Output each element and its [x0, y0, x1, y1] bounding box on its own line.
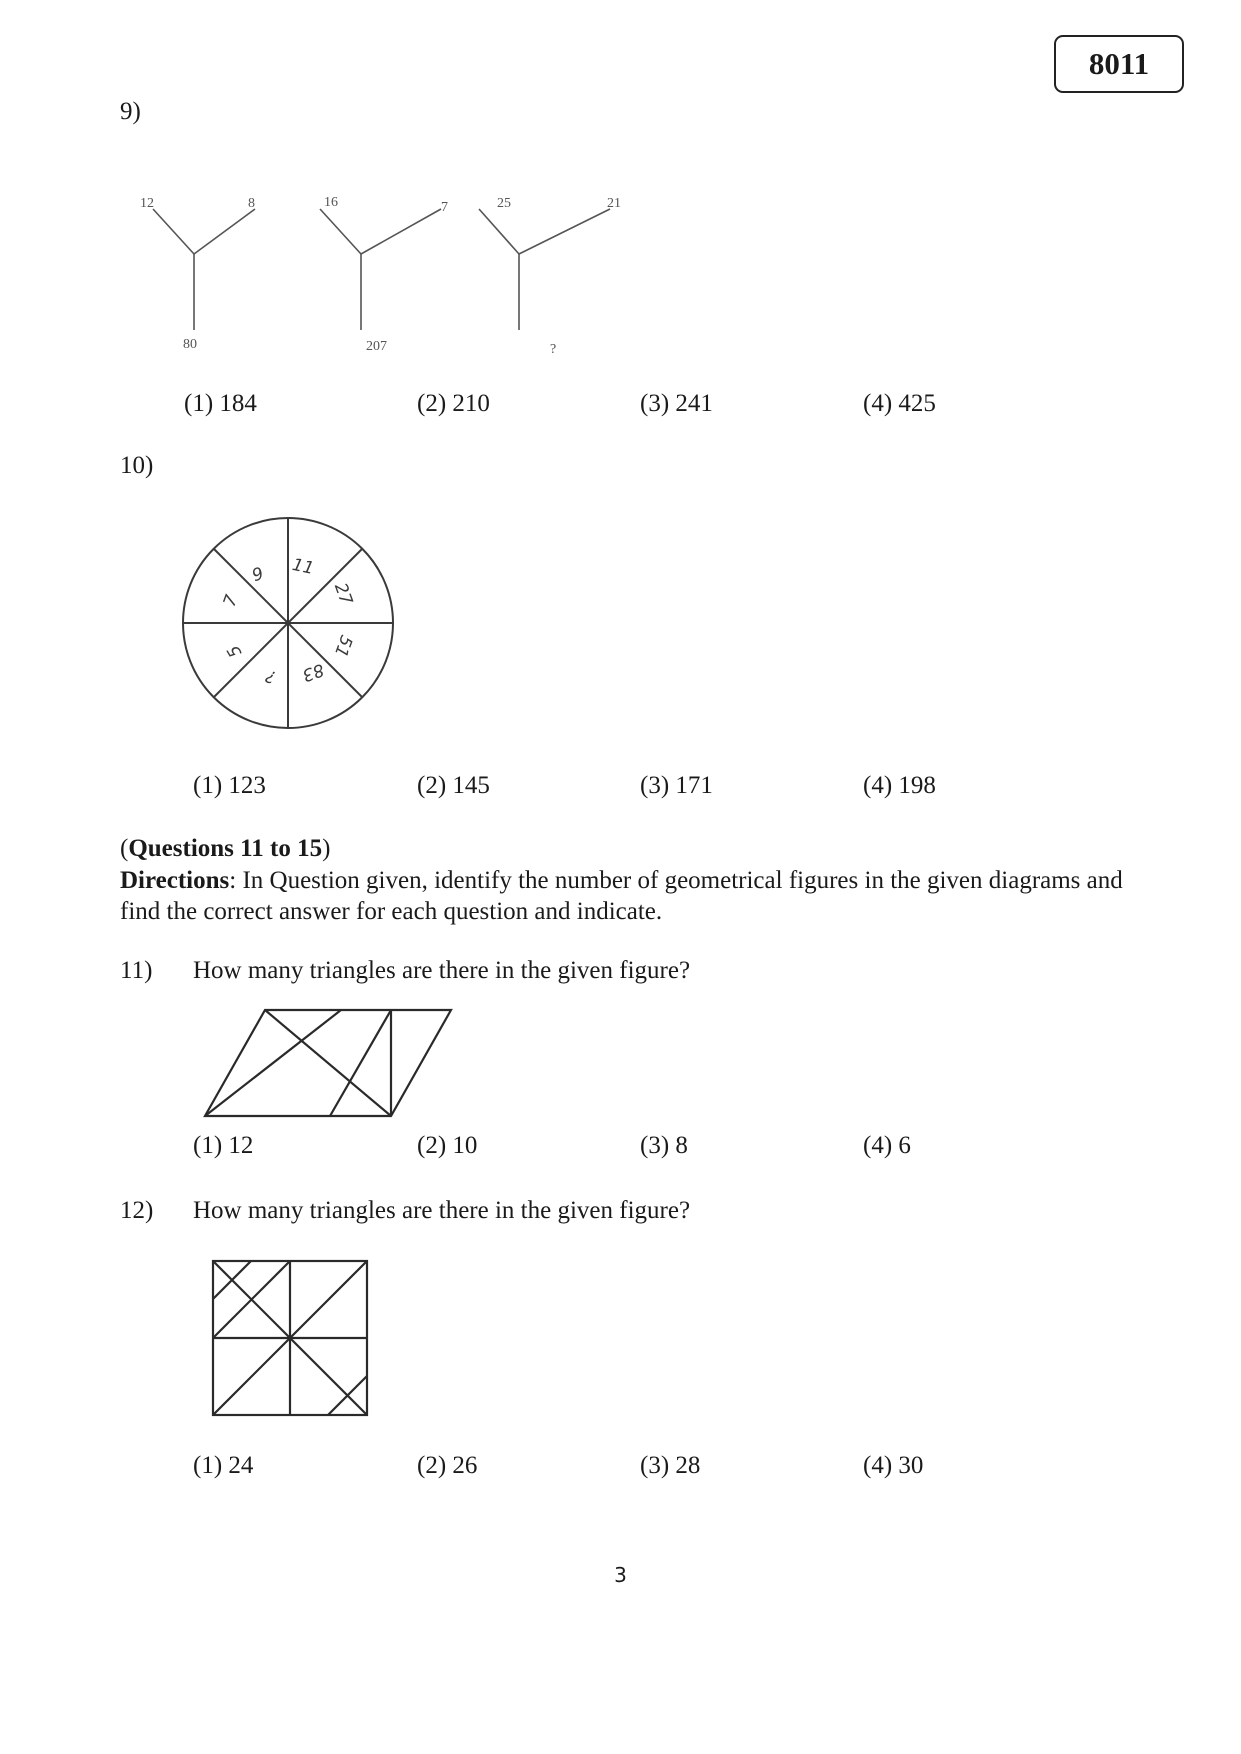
segment-number: 83 [299, 658, 327, 686]
q11-option-4[interactable]: (4) 6 [863, 1132, 911, 1159]
y-figures-svg [120, 190, 640, 360]
question-9-figure [120, 190, 640, 360]
segment-number: 11 [290, 554, 316, 580]
y-label: 207 [366, 339, 387, 354]
question-11-number: 11) [120, 957, 153, 984]
q12-option-2[interactable]: (2) 26 [417, 1452, 478, 1479]
segment-number: 7 [219, 592, 243, 610]
y-label: 25 [497, 196, 511, 211]
q12-option-4[interactable]: (4) 30 [863, 1452, 924, 1479]
y-label: 7 [441, 200, 448, 215]
circle-figure-svg [175, 505, 405, 735]
q10-option-4[interactable]: (4) 198 [863, 772, 936, 799]
y-label: 12 [140, 196, 154, 211]
question-11-text: How many triangles are there in the given figure? [193, 957, 691, 984]
question-11-figure [195, 1000, 465, 1125]
q9-option-3[interactable]: (3) 241 [640, 390, 713, 417]
q10-option-1[interactable]: (1) 123 [193, 772, 266, 799]
directions-paragraph [120, 865, 1130, 927]
y-label: 16 [324, 195, 338, 210]
q11-option-1[interactable]: (1) 12 [193, 1132, 254, 1159]
segment-number: ? [263, 665, 279, 687]
section-heading [120, 833, 330, 864]
question-9-number: 9) [120, 98, 141, 125]
square-figure-svg [205, 1253, 375, 1423]
question-10-figure [175, 505, 405, 735]
question-10-number: 10) [120, 452, 154, 479]
section-heading-text: Questions 11 to 15 [128, 835, 323, 862]
directions-text: : In Question given, identify the number of geometrical figures in the given diagrams and find the correct answer for each question and indicate. [120, 867, 1123, 925]
q11-option-3[interactable]: (3) 8 [640, 1132, 688, 1159]
section-heading-close: ) [322, 835, 331, 862]
q12-option-3[interactable]: (3) 28 [640, 1452, 701, 1479]
segment-number: 51 [329, 632, 357, 660]
q10-option-3[interactable]: (3) 171 [640, 772, 713, 799]
question-12-number: 12) [120, 1197, 154, 1224]
q11-option-2[interactable]: (2) 10 [417, 1132, 478, 1159]
q10-option-2[interactable]: (2) 145 [417, 772, 490, 799]
question-12-figure [205, 1253, 375, 1423]
q12-option-1[interactable]: (1) 24 [193, 1452, 254, 1479]
q9-option-4[interactable]: (4) 425 [863, 390, 936, 417]
segment-number: 27 [329, 580, 357, 608]
y-label: 80 [183, 337, 197, 352]
parallelogram-figure-svg [195, 1000, 465, 1125]
segment-number: 9 [249, 563, 267, 587]
paper-code-badge: 8011 [1054, 35, 1184, 93]
y-label: 21 [607, 196, 621, 211]
page-number: 3 [614, 1563, 627, 1587]
directions-label: Directions [120, 867, 230, 894]
y-label: 8 [248, 196, 255, 211]
q9-option-1[interactable]: (1) 184 [184, 390, 257, 417]
segment-number: 5 [223, 641, 247, 661]
section-heading-open: ( [120, 835, 129, 862]
question-12-text: How many triangles are there in the given figure? [193, 1197, 691, 1224]
y-label: ? [550, 342, 557, 357]
q9-option-2[interactable]: (2) 210 [417, 390, 490, 417]
